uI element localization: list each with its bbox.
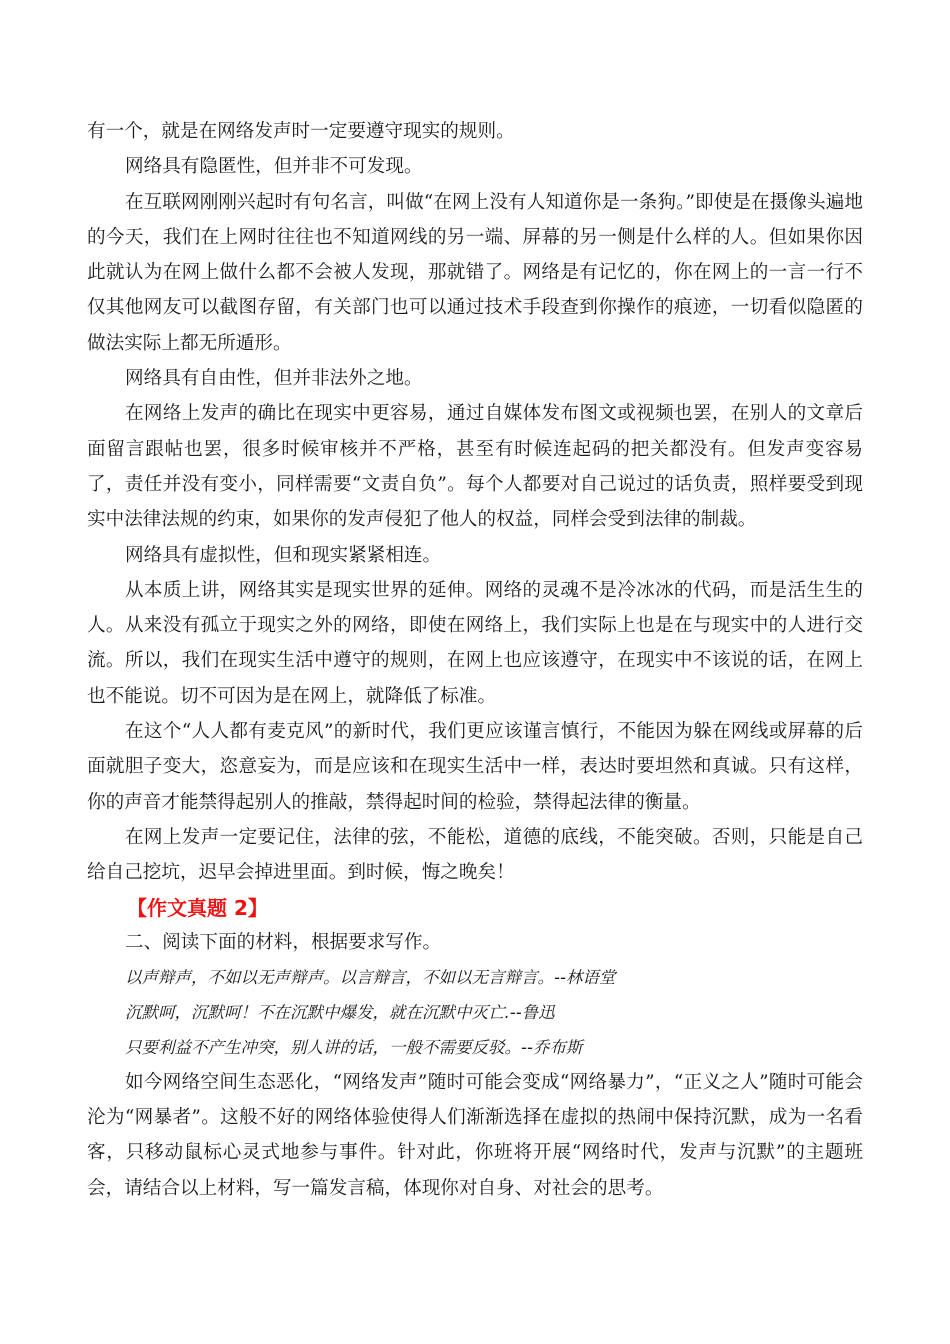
document-page — [87, 114, 863, 1206]
quote-lin-yutang: 以声辩声，不如以无声辩声。以言辩言，不如以无言辩言。--林语堂 — [125, 967, 616, 987]
quote-lu-xun: 沉默呵，沉默呵！不在沉默中爆发，就在沉默中灭亡.--鲁迅 — [125, 1002, 555, 1022]
essay-paragraph-virtuality: 从本质上讲，网络其实是现实世界的延伸。网络的灵魂不是冷冰冰的代码，而是活生生的人。从来没有孤立于现实之外的网络，即使在网络上，我们实际上也是在与现实中的人进行交流。所以，我们在现实生活中遵守的规则，在网上也应该遵守，在现实中不该说的话，在网上也不能说。切不可因为是在网上，就降低了标准。 — [87, 579, 863, 707]
essay-paragraph-anonymity: 在互联网刚刚兴起时有句名言，叫做“在网上没有人知道你是一条狗。”即使是在摄像头遍地的今天，我们在上网时往往也不知道网线的另一端、屏幕的另一侧是什么样的人。但如果你因此就认为在网上做什么都不会被人发现，那就错了。网络是有记忆的，你在网上的一言一行不仅其他网友可以截图存留，有关部门也可以通过技术手段查到你操作的痕迹，一切看似隐匿的做法实际上都无所遁形。 — [87, 191, 863, 354]
essay-subheading-virtuality: 网络具有虚拟性，但和现实紧紧相连。 — [125, 544, 442, 566]
essay-paragraph-microphone-era: 在这个“人人都有麦克风”的新时代，我们更应该谨言慎行，不能因为躲在网线或屏幕的后面就胆子变大，恣意妄为，而是应该和在现实生活中一样，表达时要坦然和真诚。只有这样，你的声音才能禁得起别人的推敲，禁得起时间的检验，禁得起法律的衡量。 — [87, 721, 863, 813]
section-heading: 【作文真题 2】 — [127, 895, 268, 920]
writing-instruction: 二、阅读下面的材料，根据要求写作。 — [125, 931, 442, 953]
quote-jobs: 只要利益不产生冲突，别人讲的话，一般不需要反驳。--乔布斯 — [125, 1037, 583, 1057]
essay-paragraph-freedom: 在网络上发声的确比在现实中更容易，通过自媒体发布图文或视频也罢，在别人的文章后面留言跟帖也罢，很多时候审核并不严格，甚至有时候连起码的把关都没有。但发声变容易了，责任并没有变小，同样需要“文责自负”。每个人都要对自己说过的话负责，照样要受到现实中法律法规的约束，如果你的发声侵犯了他人的权益，同样会受到法律的制裁。 — [87, 403, 863, 531]
essay-paragraph-continuation: 有一个，就是在网络发声时一定要遵守现实的规则。 — [87, 121, 515, 142]
writing-prompt: 如今网络空间生态恶化，“网络发声”随时可能会变成“网络暴力”，“正义之人”随时可能会沦为“网暴者”。这般不好的网络体验使得人们渐渐选择在虚拟的热闹中保持沉默，成为一名看客，只移动鼠标心灵式地参与事件。针对此，你班将开展“网络时代，发声与沉默”的主题班会，请结合以上材料，写一篇发言稿，体现你对自身、对社会的思考。 — [87, 1071, 863, 1199]
essay-subheading-anonymity: 网络具有隐匿性，但并非不可发现。 — [125, 156, 423, 178]
essay-paragraph-conclusion: 在网上发声一定要记住，法律的弦，不能松，道德的底线，不能突破。否则，只能是自己给自己挖坑，迟早会掉进里面。到时候，悔之晚矣！ — [87, 826, 863, 884]
essay-subheading-freedom: 网络具有自由性，但并非法外之地。 — [125, 368, 423, 390]
